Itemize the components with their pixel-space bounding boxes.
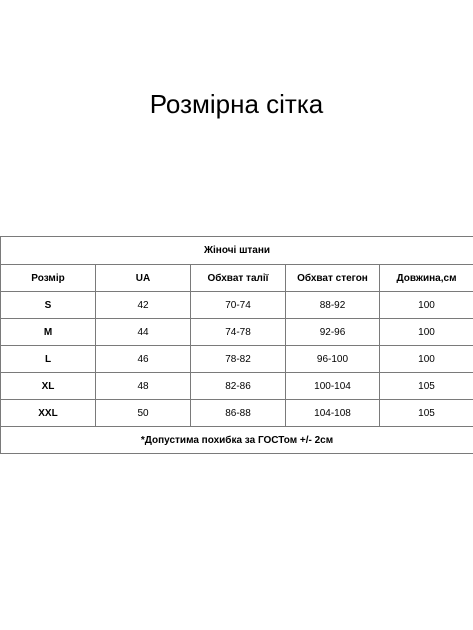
hips-cell: 92-96 [286, 319, 380, 346]
size-cell: XL [1, 373, 96, 400]
table-caption-row [1, 237, 473, 265]
hips-cell: 96-100 [286, 346, 380, 373]
page-title: Розмірна сітка [149, 89, 324, 119]
tolerance-note: *Допустима похибка за ГОСТом +/- 2см [1, 427, 473, 454]
table-row [1, 319, 473, 346]
length-cell: 100 [380, 346, 473, 373]
ua-cell: 42 [96, 292, 191, 319]
hips-cell: 88-92 [286, 292, 380, 319]
ua-cell: 48 [96, 373, 191, 400]
ua-cell: 50 [96, 400, 191, 427]
size-cell: XXL [1, 400, 96, 427]
table-header-row [1, 265, 473, 292]
size-cell: M [1, 319, 96, 346]
table-row [1, 346, 473, 373]
header-length: Довжина,см [380, 265, 473, 292]
waist-cell: 78-82 [191, 346, 286, 373]
size-cell: S [1, 292, 96, 319]
length-cell: 100 [380, 319, 473, 346]
waist-cell: 86-88 [191, 400, 286, 427]
length-cell: 105 [380, 400, 473, 427]
hips-cell: 100-104 [286, 373, 380, 400]
waist-cell: 82-86 [191, 373, 286, 400]
ua-cell: 44 [96, 319, 191, 346]
waist-cell: 70-74 [191, 292, 286, 319]
header-waist: Обхват талії [191, 265, 286, 292]
table-caption: Жіночі штани [1, 237, 473, 265]
header-hips: Обхват стегон [286, 265, 380, 292]
waist-cell: 74-78 [191, 319, 286, 346]
table-note-row [1, 427, 473, 454]
length-cell: 100 [380, 292, 473, 319]
length-cell: 105 [380, 373, 473, 400]
hips-cell: 104-108 [286, 400, 380, 427]
ua-cell: 46 [96, 346, 191, 373]
table-row [1, 373, 473, 400]
table-row [1, 292, 473, 319]
size-chart-table [0, 236, 473, 454]
table-row [1, 400, 473, 427]
size-cell: L [1, 346, 96, 373]
header-ua: UA [96, 265, 191, 292]
header-size: Розмір [1, 265, 96, 292]
